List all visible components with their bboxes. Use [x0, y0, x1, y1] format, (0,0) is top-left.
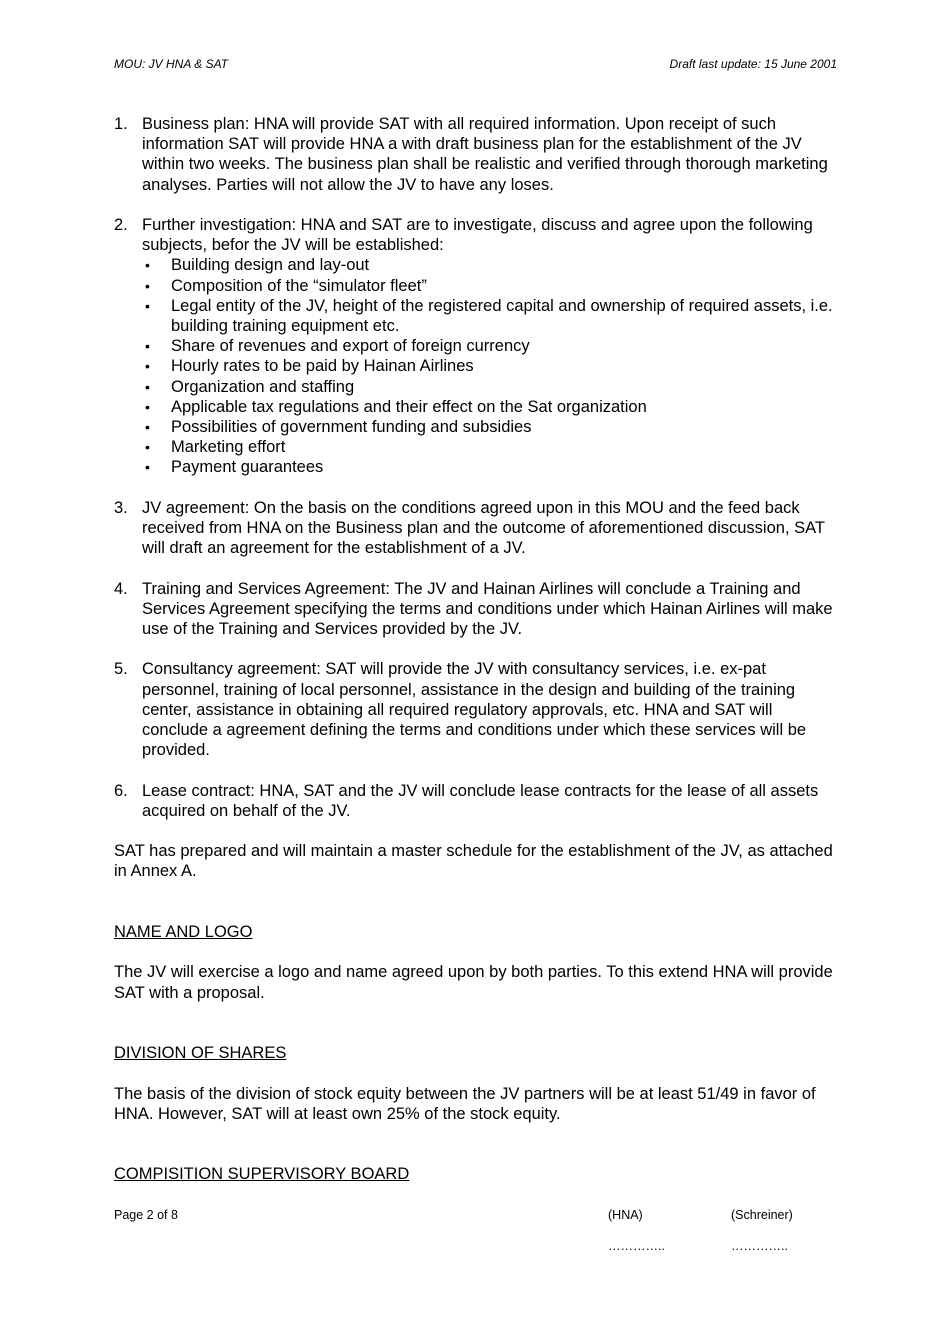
list-item-text: Lease contract: HNA, SAT and the JV will conclude lease contracts for the lease of all assets acquired on behalf of the JV. — [142, 781, 819, 820]
bullet-item: • Applicable tax regulations and their effect on the Sat organization — [145, 397, 647, 416]
bullet-icon: • — [145, 277, 150, 294]
bullet-icon: • — [145, 459, 150, 476]
list-item-6 — [114, 781, 842, 821]
bullet-list — [142, 255, 842, 477]
bullet-icon: • — [145, 419, 150, 436]
header-draft-date: Draft last update: 15 June 2001 — [669, 57, 837, 71]
bullet-item: • Payment guarantees — [145, 458, 324, 477]
bullet-item: • Share of revenues and export of foreign currency — [145, 337, 530, 356]
page-number: Page 2 of 8 — [114, 1208, 178, 1222]
section-text-division-of-shares: The basis of the division of stock equity between the JV partners will be at least 51/49 in favor of HNA. However, SAT will at least own 25% of the stock equity. — [114, 1084, 816, 1123]
numbered-list — [114, 114, 842, 821]
bullet-icon: • — [145, 378, 150, 395]
bullet-item: • Hourly rates to be paid by Hainan Airlines — [145, 357, 474, 376]
list-item-number: 2. — [114, 216, 128, 234]
signature-label-hna: (HNA) — [608, 1208, 643, 1222]
list-item-text: JV agreement: On the basis on the conditions agreed upon in this MOU and the feed back received from HNA on the Business plan and the outcome of aforementioned discussion, SAT will draft an agreement for the establishment of a JV. — [142, 498, 825, 558]
section-heading-supervisory-board: COMPISITION SUPERVISORY BOARD — [114, 1165, 410, 1184]
list-item-3 — [114, 498, 842, 559]
list-item-text: Training and Services Agreement: The JV and Hainan Airlines will conclude a Training and Services Agreement specifying the terms and conditions under which Hainan Airlines will make use of the Training and Services provided by the JV. — [142, 579, 833, 639]
bullet-icon: • — [145, 257, 150, 274]
bullet-icon: • — [145, 398, 150, 415]
bullet-item: • Legal entity of the JV, height of the registered capital and ownership of required assets, i.e. building training equipment etc. — [145, 296, 833, 336]
list-item-text: Business plan: HNA will provide SAT with all required information. Upon receipt of such information SAT will provide HNA a with draft business plan for the establishment of the JV within two weeks. The business plan shall be realistic and verified through thorough marketing analyses. Parties will not allow the JV to have any loses. — [142, 115, 828, 194]
bullet-item: • Possibilities of government funding and subsidies — [145, 418, 532, 437]
bullet-item: • Composition of the “simulator fleet” — [145, 276, 427, 295]
bullet-icon: • — [145, 297, 150, 314]
header-document-title: MOU: JV HNA & SAT — [114, 57, 229, 71]
list-item-number: 3. — [114, 498, 128, 517]
list-item-text: Further investigation: HNA and SAT are to investigate, discuss and agree upon the following subjects, befor the JV will be established: — [142, 216, 813, 255]
section-heading-name-and-logo: NAME AND LOGO — [114, 923, 253, 942]
section-text-name-and-logo: The JV will exercise a logo and name agreed upon by both parties. To this extend HNA will provide SAT with a proposal. — [114, 963, 833, 1002]
list-item-number: 4. — [114, 579, 128, 598]
bullet-icon: • — [145, 439, 150, 456]
list-item-number: 6. — [114, 781, 128, 800]
list-item-2 — [114, 215, 842, 478]
section-heading-division-of-shares: DIVISION OF SHARES — [114, 1044, 287, 1063]
list-item-number: 1. — [114, 115, 128, 133]
bullet-item: • Building design and lay-out — [145, 256, 370, 275]
signature-line-schreiner: ………….. — [731, 1239, 788, 1253]
list-item-number: 5. — [114, 660, 128, 679]
signature-label-schreiner: (Schreiner) — [731, 1208, 793, 1222]
bullet-item: • Organization and staffing — [145, 377, 355, 396]
document-body — [114, 114, 842, 1205]
list-item-1 — [114, 114, 842, 195]
bullet-item: • Marketing effort — [145, 438, 286, 457]
list-item-text: Consultancy agreement: SAT will provide the JV with consultancy services, i.e. ex-pat personnel, training of local personnel, assistance in the design and building of the training center, assistance in obtaining all required regulatory approvals, etc. HNA and SAT will conclude a agreement defining the terms and conditions under which these services will be provided. — [142, 660, 807, 760]
schedule-paragraph: SAT has prepared and will maintain a master schedule for the establishment of the JV, as attached in Annex A. — [114, 842, 833, 881]
list-item-4 — [114, 579, 842, 640]
signature-line-hna: ………….. — [608, 1239, 665, 1253]
list-item-5 — [114, 659, 842, 760]
bullet-icon: • — [145, 358, 150, 375]
bullet-icon: • — [145, 338, 150, 355]
